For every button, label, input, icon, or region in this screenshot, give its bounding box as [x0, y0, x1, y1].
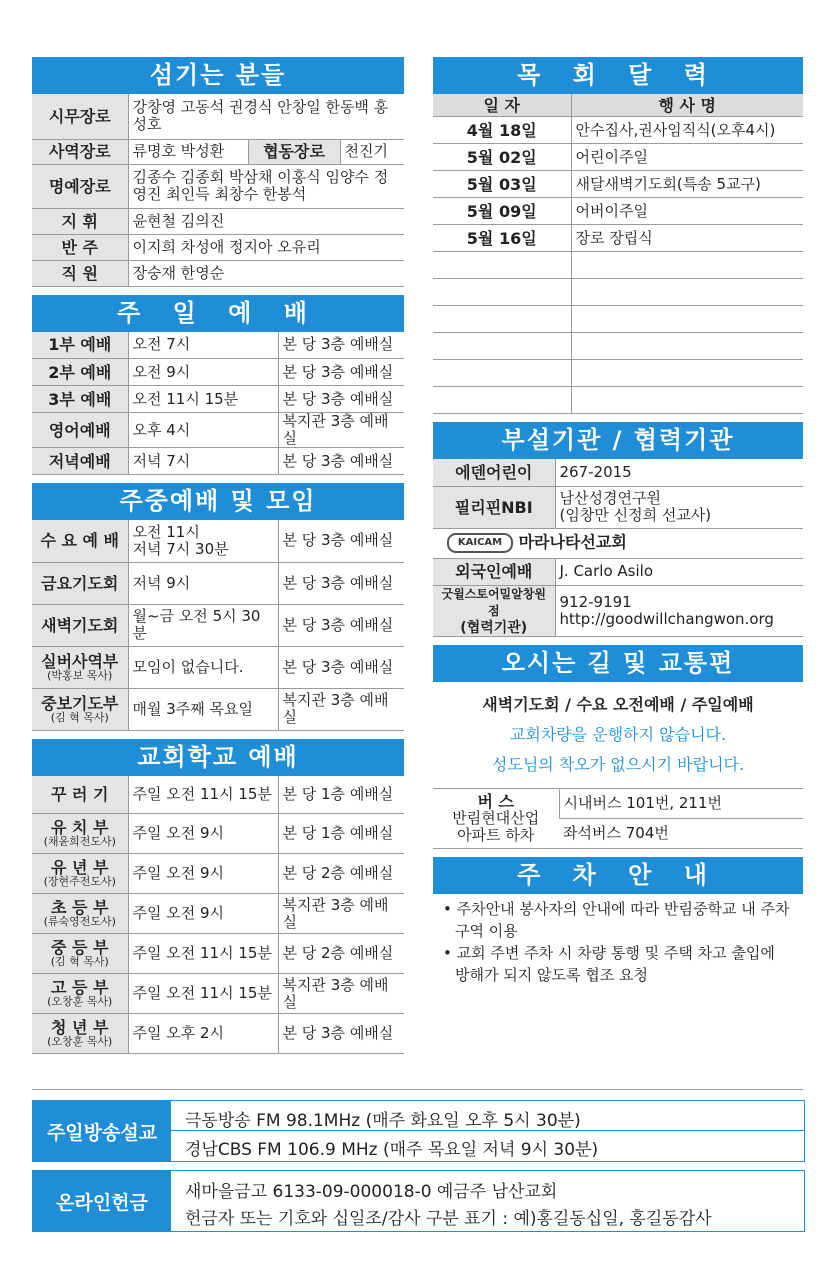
affiliate-label: 외국인예배 — [433, 558, 555, 585]
servers-label: 반 주 — [32, 234, 128, 260]
sunday-time: 저녁 7시 — [128, 448, 278, 475]
weekday-label — [32, 646, 128, 688]
school-label — [32, 1014, 128, 1054]
weekday-place: 본 당 3층 예배실 — [278, 604, 404, 646]
sunday-row — [32, 386, 404, 413]
broadcast-divider — [171, 1130, 804, 1131]
calendar-empty-row — [433, 306, 803, 333]
calendar-empty-cell — [571, 387, 803, 414]
school-place: 본 당 1층 예배실 — [278, 776, 404, 814]
sunday-label — [32, 359, 128, 386]
school-header: 교회학교 예배 — [32, 739, 404, 776]
weekday-place: 본 당 3층 예배실 — [278, 562, 404, 604]
school-time: 주일 오전 9시 — [128, 814, 278, 854]
offering-bar — [32, 1170, 805, 1232]
calendar-empty-row — [433, 252, 803, 279]
weekday-label-text: 실버사역부 — [41, 651, 119, 671]
broadcast-label: 주일방송설교 — [33, 1101, 171, 1161]
parking-list — [433, 894, 803, 986]
servers-label: 시무장로 — [32, 94, 128, 139]
calendar-row — [433, 225, 803, 252]
school-place: 본 당 2층 예배실 — [278, 934, 404, 974]
sunday-table — [32, 332, 404, 476]
bus-route-city: 시내버스 101번, 211번 — [559, 788, 803, 818]
weekday-label — [32, 520, 128, 562]
sunday-time: 오후 4시 — [128, 413, 278, 448]
sunday-row — [32, 413, 404, 448]
calendar-date: 4월 18일 — [433, 117, 571, 144]
sunday-label — [32, 448, 128, 475]
servers-value: 윤현철 김의진 — [128, 208, 404, 234]
sunday-label — [32, 413, 128, 448]
calendar-empty-row — [433, 360, 803, 387]
school-label-text: 중 등 부 — [50, 938, 109, 957]
parking-item: • 교회 주변 주차 시 차량 통행 및 주택 차고 출입에 방해가 되지 않도록 협조 요청 — [443, 943, 775, 984]
school-label-text: 꾸 러 기 — [50, 784, 109, 804]
weekday-place: 본 당 3층 예배실 — [278, 646, 404, 688]
weekday-label-text: 중보기도부 — [41, 693, 119, 713]
sunday-row — [32, 332, 404, 359]
mission-name: 마라나타선교회 — [518, 532, 627, 552]
school-label-text: 초 등 부 — [50, 898, 109, 917]
calendar-row — [433, 144, 803, 171]
calendar-date: 5월 02일 — [433, 144, 571, 171]
calendar-empty-cell — [571, 279, 803, 306]
weekday-place: 본 당 3층 예배실 — [278, 520, 404, 562]
school-row — [32, 894, 404, 934]
school-label-text: 고 등 부 — [50, 978, 109, 997]
sunday-label — [32, 386, 128, 413]
weekday-label — [32, 604, 128, 646]
sunday-place: 본 당 3층 예배실 — [278, 386, 404, 413]
school-place: 본 당 2층 예배실 — [278, 854, 404, 894]
calendar-event: 어린이주일 — [571, 144, 803, 171]
affiliate-label: 필리핀NBI — [433, 486, 555, 528]
weekday-label-text: 금요기도회 — [41, 573, 119, 593]
sunday-label-text: 저녁예배 — [48, 451, 111, 471]
calendar-empty-row — [433, 387, 803, 414]
servers-header: 섬기는 분들 — [32, 57, 404, 94]
servers-table — [32, 94, 404, 287]
directions-header: 오시는 길 및 교통편 — [433, 645, 803, 682]
weekday-leader: (박홍보 목사) — [47, 668, 113, 682]
affiliate-value: 912-9191 http://goodwillchangwon.org — [555, 585, 803, 636]
school-place: 본 당 1층 예배실 — [278, 814, 404, 854]
sunday-label — [32, 332, 128, 359]
school-label — [32, 814, 128, 854]
affiliate-value: 267-2015 — [555, 459, 803, 486]
sunday-place: 본 당 3층 예배실 — [278, 359, 404, 386]
school-table — [32, 776, 404, 1055]
directions-line1: 새벽기도회 / 수요 오전예배 / 주일예배 — [482, 694, 754, 714]
school-row — [32, 854, 404, 894]
weekday-time: 월~금 오전 5시 30분 — [128, 604, 278, 646]
school-label — [32, 934, 128, 974]
offering-label: 온라인헌금 — [33, 1171, 171, 1231]
weekday-place: 복지관 3층 예배실 — [278, 688, 404, 730]
calendar-empty-cell — [433, 252, 571, 279]
directions-notice — [433, 682, 803, 788]
sunday-label-text: 영어예배 — [48, 420, 111, 440]
servers-value: 김종수 김종회 박삼채 이홍식 임양수 정영진 최인득 최창수 한봉석 — [128, 164, 404, 208]
sunday-header: 주 일 예 배 — [32, 295, 404, 332]
weekday-row — [32, 604, 404, 646]
weekday-row — [32, 562, 404, 604]
calendar-empty-cell — [571, 252, 803, 279]
bus-label: 버 스 — [477, 791, 514, 811]
servers-label: 직 원 — [32, 260, 128, 286]
sunday-place: 본 당 3층 예배실 — [278, 448, 404, 475]
bus-stop: 반림현대산업 아파트 하차 — [452, 808, 540, 844]
bus-label-cell — [433, 788, 559, 848]
school-row — [32, 934, 404, 974]
directions-line2: 교회차량을 운행하지 않습니다. — [509, 724, 727, 744]
school-place: 본 당 3층 예배실 — [278, 1014, 404, 1054]
weekday-time: 매월 3주째 목요일 — [128, 688, 278, 730]
affiliate-label-sub: (협력기관) — [460, 619, 528, 636]
weekday-label — [32, 688, 128, 730]
school-leader: (채윤희전도사) — [43, 835, 116, 848]
school-leader: (오창훈 목사) — [47, 995, 113, 1008]
calendar-row — [433, 198, 803, 225]
school-time: 주일 오전 11시 15분 — [128, 934, 278, 974]
school-label — [32, 776, 128, 814]
weekday-time: 모임이 없습니다. — [128, 646, 278, 688]
offering-line1: 새마을금고 6133-09-000018-0 예금주 남산교회 — [185, 1182, 558, 1202]
calendar-empty-cell — [433, 387, 571, 414]
calendar-empty-cell — [433, 360, 571, 387]
sunday-place: 본 당 3층 예배실 — [278, 332, 404, 359]
bus-table — [433, 788, 803, 849]
affiliate-label: 에덴어린이 — [433, 459, 555, 486]
calendar-event: 장로 장립식 — [571, 225, 803, 252]
calendar-header: 목 회 달 력 — [433, 57, 803, 94]
offering-line2: 헌금자 또는 기호와 십일조/감사 구분 표기 : 예)홍길동십일, 홍길동감사 — [185, 1209, 712, 1229]
broadcast-line1: 극동방송 FM 98.1MHz (매주 화요일 오후 5시 30분) — [185, 1111, 581, 1131]
school-label-text: 유 년 부 — [50, 858, 109, 877]
school-label — [32, 974, 128, 1014]
affiliates-header: 부설기관 / 협력기관 — [433, 422, 803, 459]
sunday-time: 오전 11시 15분 — [128, 386, 278, 413]
weekday-row — [32, 646, 404, 688]
calendar-empty-row — [433, 333, 803, 360]
weekday-label-text: 수 요 예 배 — [40, 531, 120, 551]
calendar-table — [433, 94, 803, 414]
calendar-event: 안수집사,권사임직식(오후4시) — [571, 117, 803, 144]
servers-label: 사역장로 — [32, 139, 128, 164]
school-label-text: 유 치 부 — [50, 818, 109, 837]
weekday-table — [32, 520, 404, 731]
calendar-col-event: 행 사 명 — [571, 94, 803, 117]
school-time: 주일 오전 11시 15분 — [128, 974, 278, 1014]
weekday-header: 주중예배 및 모임 — [32, 483, 404, 520]
school-time: 주일 오전 11시 15분 — [128, 776, 278, 814]
left-column — [32, 57, 404, 1054]
calendar-date: 5월 16일 — [433, 225, 571, 252]
affiliates-table — [433, 459, 803, 637]
affiliate-value: 남산성경연구원 (임창만 신정희 선교사) — [555, 486, 803, 528]
calendar-empty-row — [433, 279, 803, 306]
sunday-time: 오전 9시 — [128, 359, 278, 386]
sunday-label-text: 3부 예배 — [48, 389, 112, 409]
broadcast-line2: 경남CBS FM 106.9 MHz (매주 목요일 저녁 9시 30분) — [185, 1140, 599, 1160]
calendar-empty-cell — [571, 306, 803, 333]
calendar-row — [433, 117, 803, 144]
weekday-label-text: 새벽기도회 — [41, 615, 119, 635]
affiliate-label — [433, 585, 555, 636]
calendar-empty-cell — [571, 333, 803, 360]
sunday-row — [32, 359, 404, 386]
weekday-leader: (김 혁 목사) — [50, 710, 109, 724]
weekday-label — [32, 562, 128, 604]
affiliate-value: J. Carlo Asilo — [555, 558, 803, 585]
school-row — [32, 1014, 404, 1054]
servers-label: 명예장로 — [32, 164, 128, 208]
bus-route-seat: 좌석버스 704번 — [559, 818, 803, 848]
school-row — [32, 974, 404, 1014]
school-time: 주일 오전 9시 — [128, 894, 278, 934]
calendar-date: 5월 09일 — [433, 198, 571, 225]
calendar-empty-cell — [433, 306, 571, 333]
school-row — [32, 814, 404, 854]
right-column — [433, 57, 803, 986]
mission-row — [433, 528, 803, 558]
sunday-label-text: 1부 예배 — [48, 335, 112, 355]
school-leader: (장현주전도사) — [43, 875, 116, 888]
school-place: 복지관 3층 예배실 — [278, 894, 404, 934]
school-leader: (오창훈 목사) — [47, 1035, 113, 1048]
servers-value: 장숭재 한영순 — [128, 260, 404, 286]
sunday-time: 오전 7시 — [128, 332, 278, 359]
affiliate-label-main: 굿윌스토어밀알창원점 — [441, 586, 546, 618]
calendar-col-date: 일 자 — [433, 94, 571, 117]
calendar-empty-cell — [571, 360, 803, 387]
calendar-row — [433, 171, 803, 198]
parking-item: • 주차안내 봉사자의 안내에 따라 반림중학교 내 주차구역 이용 — [443, 899, 790, 940]
calendar-event: 어버이주일 — [571, 198, 803, 225]
servers-value: 류명호 박성환 — [128, 139, 248, 164]
school-place: 복지관 3층 예배실 — [278, 974, 404, 1014]
broadcast-bar — [32, 1100, 805, 1162]
weekday-time: 저녁 9시 — [128, 562, 278, 604]
school-row — [32, 776, 404, 814]
calendar-empty-cell — [433, 333, 571, 360]
sunday-label-text: 2부 예배 — [48, 362, 112, 382]
weekday-time: 오전 11시 저녁 7시 30분 — [128, 520, 278, 562]
sunday-row — [32, 448, 404, 475]
directions-line3: 성도님의 착오가 없으시기 바랍니다. — [491, 754, 745, 774]
servers-value: 이지희 차성애 정지아 오유리 — [128, 234, 404, 260]
calendar-empty-cell — [433, 279, 571, 306]
school-time: 주일 오전 9시 — [128, 854, 278, 894]
calendar-date: 5월 03일 — [433, 171, 571, 198]
weekday-row — [32, 688, 404, 730]
school-leader: (김 혁 목사) — [50, 955, 109, 968]
school-label-text: 청 년 부 — [50, 1018, 109, 1037]
weekday-row — [32, 520, 404, 562]
servers-label: 지 휘 — [32, 208, 128, 234]
kaicam-logo: KAICAM — [447, 533, 513, 553]
school-time: 주일 오후 2시 — [128, 1014, 278, 1054]
divider — [32, 1089, 803, 1090]
servers-value: 천진기 — [340, 139, 404, 164]
school-label — [32, 854, 128, 894]
school-leader: (류숙영전도사) — [43, 915, 116, 928]
calendar-event: 새달새벽기도회(특송 5교구) — [571, 171, 803, 198]
sunday-place: 복지관 3층 예배실 — [278, 413, 404, 448]
servers-value: 강창영 고동석 권경식 안창일 한동백 홍성호 — [128, 94, 404, 139]
parking-header: 주 차 안 내 — [433, 857, 803, 894]
school-label — [32, 894, 128, 934]
servers-label: 협동장로 — [248, 139, 340, 164]
